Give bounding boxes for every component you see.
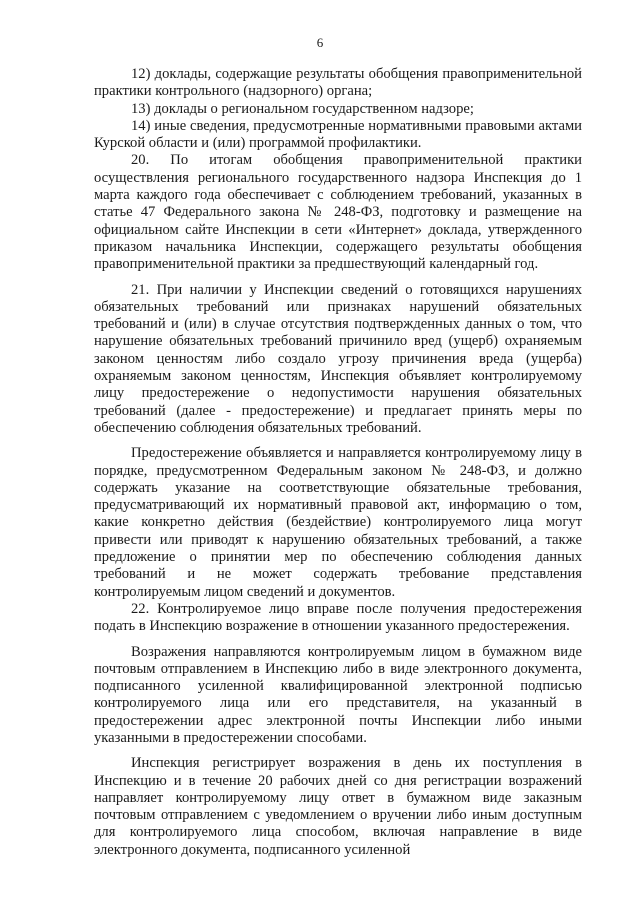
paragraph-item-12: 12) доклады, содержащие результаты обобщения правоприменительной практики контрольного (надзорного) органа; [94,66,582,100]
paragraph-warning-procedure: Предостережение объявляется и направляется контролируемому лицу в порядке, предусмотренном Федеральным законом № 248-ФЗ, и должно содержать указание на соответствующие обязательные требования, предусматривающий их нормативный правовой акт, информацию о том, какие конкретно действия (бездействие) контролируемого лица могут привести или приводят к нарушению обязательных требований, а также предложение о принятии мер по обеспечению соблюдения данных требований и не может содержать требование представления контролируемым лицом сведений и документов. [94,445,582,600]
paragraph-item-14: 14) иные сведения, предусмотренные нормативными правовыми актами Курской области и (или) программой профилактики. [94,117,582,152]
paragraph-clause-22: 22. Контролируемое лицо вправе после получения предостережения подать в Инспекцию возражение в отношении указанного предостережения. [94,600,582,635]
paragraph-clause-20: 20. По итогам обобщения правоприменительной практики осуществления регионального государственного надзора Инспекция до 1 марта каждого года обеспечивает с соблюдением требований, указанных в статье 47 Федерального закона № 248-ФЗ, подготовку и размещение на официальном сайте Инспекции в сети «Интернет» доклада, утвержденного приказом начальника Инспекции, содержащего результаты обобщения правоприменительной практики за предшествующий календарный год. [94,152,582,273]
paragraph-item-13: 13) доклады о региональном государственном надзоре; [131,100,474,117]
document-body [94,66,582,859]
paragraph-objections-registration: Инспекция регистрирует возражения в день их поступления в Инспекцию и в течение 20 рабочих дней со дня регистрации возражений направляет контролируемому лицу ответ в бумажном виде заказным почтовым отправлением с уведомлением о вручении либо иным доступным для контролируемого лица способом, включая направление в виде электронного документа, подписанного усиленной [94,755,582,858]
page-number: 6 [316,35,324,50]
paragraph-objections-submission: Возражения направляются контролируемым лицом в бумажном виде почтовым отправлением в Инспекцию либо в виде электронного документа, подписанного усиленной квалифицированной электронной подписью контролируемого лица или его представителя, на указанный в предостережении адрес электронной почты Инспекции либо иными указанными в предостережении способами. [94,643,582,746]
paragraph-clause-21: 21. При наличии у Инспекции сведений о готовящихся нарушениях обязательных требований или признаках нарушений обязательных требований и (или) в случае отсутствия подтвержденных данных о том, что нарушение обязательных требований причинило вред (ущерб) охраняемым законом ценностям либо создало угрозу причинения вреда (ущерба) охраняемым законом ценностям, Инспекция объявляет контролируемому лицу предостережение о недопустимости нарушения обязательных требований (далее - предостережение) и предлагает принять меры по обеспечению соблюдения обязательных требований. [94,281,582,436]
